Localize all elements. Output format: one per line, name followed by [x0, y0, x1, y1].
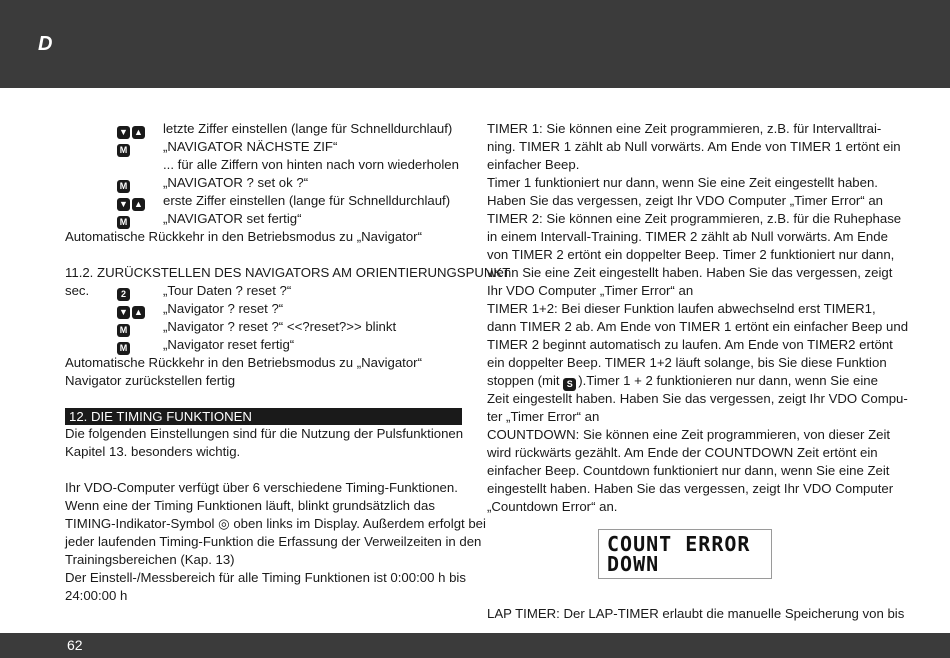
text-line: 24:00:00 h — [65, 588, 128, 603]
up-button-icon: ▲ — [132, 198, 145, 211]
text-line: von TIMER 2 ertönt ein doppelter Beep. Timer 2 funktioniert nur dann, — [487, 247, 895, 262]
button-icons — [65, 336, 163, 355]
text-line: einfacher Beep. — [487, 157, 580, 172]
button-icons — [65, 318, 163, 337]
text-line: ter „Timer Error“ an — [487, 409, 600, 424]
text-line: eingestellt haben. Haben Sie das vergessen, zeigt Ihr VDO Computer — [487, 481, 894, 496]
instruction-line: sec. 2 „Tour Daten ? reset ?“ — [65, 283, 292, 299]
text-line: Die folgenden Einstellungen sind für die Nutzung der Pulsfunktionen — [65, 426, 464, 441]
text-line: Haben Sie das vergessen, zeigt Ihr VDO Computer „Timer Error“ an — [487, 193, 884, 208]
text-line: jeder laufenden Timing-Funktion die Erfassung der Verweilzeiten in den — [65, 534, 482, 549]
text-line: TIMER 2: Sie können eine Zeit programmieren, z.B. für die Ruhephase — [487, 211, 902, 226]
text-line: stoppen (mit S ).Timer 1 + 2 funktionieren nur dann, wenn Sie eine — [487, 373, 878, 389]
instruction-line: ... für alle Ziffern von hinten nach vorn wiederholen — [163, 157, 459, 172]
button-icons — [117, 282, 163, 301]
header-bar — [0, 0, 950, 88]
text-line: Navigator zurückstellen fertig — [65, 373, 236, 388]
lcd-line-1: COUNT ERROR — [607, 532, 751, 556]
stopwatch-button-icon: S — [563, 378, 576, 391]
m-button-icon: M — [117, 324, 130, 337]
right-column — [487, 120, 909, 516]
text-line: COUNTDOWN: Sie können eine Zeit programmieren, von dieser Zeit — [487, 427, 891, 442]
text-line: TIMING-Indikator-Symbol ◎ oben links im Display. Außerdem erfolgt bei — [65, 516, 486, 531]
instruction-line: M „NAVIGATOR NÄCHSTE ZIF“ — [65, 138, 465, 156]
text-line: in einem Intervall-Training. TIMER 2 zählt ab Null vorwärts. Am Ende — [487, 229, 888, 244]
text-line: ein doppelter Beep. TIMER 1+2 läuft solange, bis Sie diese Funktion — [487, 355, 887, 370]
text-line: TIMER 2 beginnt automatisch zu laufen. Am Ende von TIMER2 ertönt — [487, 337, 893, 352]
instruction-line: ▼ ▲ letzte Ziffer einstellen (lange für Schnelldurchlauf) — [65, 120, 465, 138]
up-button-icon: ▲ — [132, 306, 145, 319]
language-label: D — [38, 33, 53, 55]
text-line: Timer 1 funktioniert nur dann, wenn Sie eine Zeit eingestellt haben. — [487, 175, 878, 190]
lcd-display — [598, 529, 772, 579]
button-icons — [65, 138, 163, 157]
button-icons — [65, 192, 163, 211]
text-line: Trainingsbereichen (Kap. 13) — [65, 552, 235, 567]
text-line: wenn Sie eine Zeit eingestellt haben. Haben Sie das vergessen, zeigt — [487, 265, 893, 280]
text-line: Wenn eine der Timing Funktionen läuft, blinkt grundsätzlich das — [65, 498, 435, 513]
text-line: Der Einstell-/Messbereich für alle Timing Funktionen ist 0:00:00 h bis — [65, 570, 466, 585]
instruction-line: M „Navigator reset fertig“ — [65, 336, 465, 354]
instruction-line: ▼ ▲ „Navigator ? reset ?“ — [65, 300, 465, 318]
section-heading: 12. DIE TIMING FUNKTIONEN — [65, 408, 462, 425]
number-2-button-icon: 2 — [117, 288, 130, 301]
text-line: dann TIMER 2 ab. Am Ende von TIMER 1 ertönt ein einfacher Beep und — [487, 319, 909, 334]
button-icons — [65, 300, 163, 319]
text-line: Zeit eingestellt haben. Haben Sie das vergessen, zeigt Ihr VDO Compu- — [487, 391, 908, 406]
m-button-icon: M — [117, 342, 130, 355]
text-line: Kapitel 13. besonders wichtig. — [65, 444, 241, 459]
m-button-icon: M — [117, 144, 130, 157]
down-button-icon: ▼ — [117, 126, 130, 139]
text-line: LAP TIMER: Der LAP-TIMER erlaubt die manuelle Speicherung von bis — [487, 606, 905, 621]
subsection-heading: 11.2. ZURÜCKSTELLEN DES NAVIGATORS AM ORIENTIERUNGSPUNKT — [65, 265, 511, 280]
button-icons — [65, 174, 163, 193]
text-line: Automatische Rückkehr in den Betriebsmodus zu „Navigator“ — [65, 229, 422, 244]
footer-bar — [0, 633, 950, 658]
down-button-icon: ▼ — [117, 306, 130, 319]
lcd-line-2: DOWN — [607, 552, 660, 576]
left-column — [65, 120, 511, 605]
m-button-icon: M — [117, 180, 130, 193]
instruction-line: ▼ ▲ erste Ziffer einstellen (lange für Schnelldurchlauf) — [65, 192, 465, 210]
text-line: ning. TIMER 1 zählt ab Null vorwärts. Am Ende von TIMER 1 ertönt ein — [487, 139, 901, 154]
right-column-continued — [487, 605, 905, 623]
m-button-icon: M — [117, 216, 130, 229]
text-line: Automatische Rückkehr in den Betriebsmodus zu „Navigator“ — [65, 355, 422, 370]
text-line: „Countdown Error“ an. — [487, 499, 618, 514]
down-button-icon: ▼ — [117, 198, 130, 211]
button-icons — [65, 120, 163, 139]
text-line: wird rückwärts gezählt. Am Ende der COUNTDOWN Zeit ertönt ein — [487, 445, 878, 460]
text-line: Ihr VDO Computer „Timer Error“ an — [487, 283, 694, 298]
instruction-line: M „Navigator ? reset ?“ <<?reset?>> blinkt — [65, 318, 465, 336]
text-line: Ihr VDO-Computer verfügt über 6 verschiedene Timing-Funktionen. — [65, 480, 458, 495]
text-line: TIMER 1+2: Bei dieser Funktion laufen abwechselnd erst TIMER1, — [487, 301, 876, 316]
instruction-line: M „NAVIGATOR ? set ok ?“ — [65, 174, 465, 192]
button-icons — [65, 210, 163, 229]
text-line: einfacher Beep. Countdown funktioniert nur dann, wenn Sie eine Zeit — [487, 463, 890, 478]
page-number: 62 — [67, 637, 83, 653]
up-button-icon: ▲ — [132, 126, 145, 139]
instruction-line: M „NAVIGATOR set fertig“ — [65, 210, 465, 228]
text-line: TIMER 1: Sie können eine Zeit programmieren, z.B. für Intervalltrai- — [487, 121, 882, 136]
